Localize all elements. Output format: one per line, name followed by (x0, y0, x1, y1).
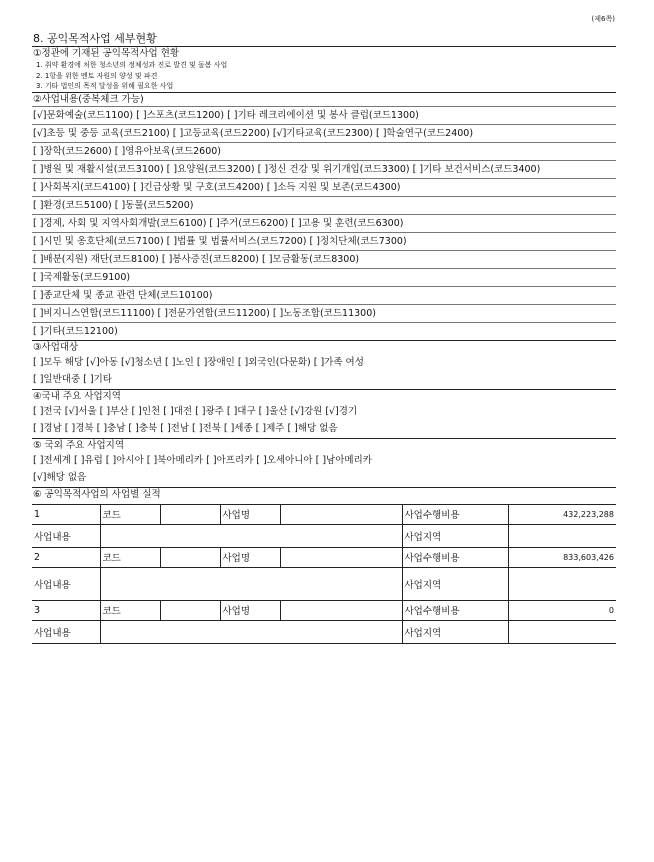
checkbox-row: [ ]시민 및 옹호단체(코드7100) [ ]법률 및 법률서비스(코드7200) [ ]정치단체(코드7300) (32, 232, 616, 250)
section-title: 8. 공익목적사업 세부현황 (33, 32, 157, 45)
content-label: 사업내용 (32, 524, 100, 547)
cost-value: 833,603,426 (508, 547, 616, 567)
cost-value: 432,223,288 (508, 504, 616, 524)
list-item: 2. 1항을 위한 멘토 자원의 양성 및 파견 (36, 71, 158, 80)
name-label: 사업명 (220, 547, 280, 567)
table-row (32, 600, 616, 620)
checkbox-row: [ ]기타(코드12100) (32, 322, 616, 340)
table-row (32, 547, 616, 567)
content-value (100, 524, 402, 547)
section-heading: ⑥ 공익목적사업의 사업별 실적 (33, 488, 161, 500)
content-label: 사업내용 (32, 620, 100, 643)
name-value (280, 547, 402, 567)
table-row (32, 620, 616, 643)
checkbox-row: [ ]장학(코드2600) [ ]영유아보육(코드2600) (32, 142, 616, 160)
section-articles-projects (32, 47, 616, 93)
checkbox-row: [ ]전세계 [ ]유럽 [ ]아시아 [ ]북아메리카 [ ]아프리카 [ ]오세아니아 [ ]남아메리카 (33, 454, 372, 466)
region-value (508, 620, 616, 643)
document-body (32, 46, 616, 644)
code-label: 코드 (100, 504, 160, 524)
entry-number: 2 (32, 547, 100, 567)
name-label: 사업명 (220, 504, 280, 524)
name-value (280, 504, 402, 524)
content-value (100, 620, 402, 643)
list-item: 3. 기타 법인의 목적 달성을 위해 필요한 사업 (36, 82, 174, 90)
checkbox-row: [ ]환경(코드5100) [ ]동물(코드5200) (32, 196, 616, 214)
list-item: 1. 취약 환경에 처한 청소년의 정체성과 진로 발견 및 돌봄 사업 (36, 61, 228, 69)
checkbox-row: [ ]종교단체 및 종교 관련 단체(코드10100) (32, 286, 616, 304)
table-row (32, 524, 616, 547)
checkbox-row: [ ]사회복지(코드4100) [ ]긴급상황 및 구호(코드4200) [ ]소득 지원 및 보존(코드4300) (32, 178, 616, 196)
section-domestic-region (32, 390, 616, 439)
region-value (508, 524, 616, 547)
entry-number: 3 (32, 600, 100, 620)
code-value (160, 504, 220, 524)
cost-label: 사업수행비용 (402, 600, 508, 620)
content-label: 사업내용 (32, 567, 100, 600)
cost-value: 0 (508, 600, 616, 620)
cost-label: 사업수행비용 (402, 504, 508, 524)
section-heading: ②사업내용(중복체크 가능) (33, 93, 144, 105)
section-performance (32, 488, 616, 644)
name-value (280, 600, 402, 620)
checkbox-row: [ ]배분(지원) 재단(코드8100) [ ]봉사증진(코드8200) [ ]모금활동(코드8300) (32, 250, 616, 268)
checkbox-row: [ ]일반대중 [ ]기타 (33, 374, 112, 385)
checkbox-row: [√]해당 없음 (33, 472, 87, 483)
code-value (160, 547, 220, 567)
checkbox-row: [ ]경남 [ ]경북 [ ]충남 [ ]충북 [ ]전남 [ ]전북 [ ]세종 [ ]제주 [ ]해당 없음 (33, 423, 338, 434)
section-target (32, 341, 616, 390)
checkbox-row: [√]초등 및 중등 교육(코드2100) [ ]고등교육(코드2200) [√]기타교육(코드2300) [ ]학술연구(코드2400) (32, 124, 616, 142)
region-label: 사업지역 (402, 620, 508, 643)
region-label: 사업지역 (402, 524, 508, 547)
region-label: 사업지역 (402, 567, 508, 600)
section-heading: ①정관에 기재된 공익목적사업 현황 (33, 48, 180, 59)
region-value (508, 567, 616, 600)
performance-table (32, 504, 616, 644)
section-heading: ④국내 주요 사업지역 (33, 390, 121, 402)
content-value (100, 567, 402, 600)
checkbox-row: [ ]경제, 사회 및 지역사회개발(코드6100) [ ]주거(코드6200) [ ]고용 및 훈련(코드6300) (32, 214, 616, 232)
code-label: 코드 (100, 600, 160, 620)
code-value (160, 600, 220, 620)
section-heading: ③사업대상 (33, 341, 79, 353)
checkbox-row: [ ]비지니스연합(코드11100) [ ]전문가연합(코드11200) [ ]노동조합(코드11300) (32, 304, 616, 322)
checkbox-row: [ ]병원 및 재활시설(코드3100) [ ]요양원(코드3200) [ ]정신 건강 및 위기개입(코드3300) [ ]기타 보건서비스(코드3400) (32, 160, 616, 178)
code-label: 코드 (100, 547, 160, 567)
table-row (32, 504, 616, 524)
table-row (32, 567, 616, 600)
entry-number: 1 (32, 504, 100, 524)
page-number: (제6쪽) (591, 15, 615, 23)
checkbox-row: [ ]모두 해당 [√]아동 [√]청소년 [ ]노인 [ ]장애인 [ ]외국인(다문화) [ ]가족 여성 (33, 356, 364, 368)
section-business-content (32, 93, 616, 341)
name-label: 사업명 (220, 600, 280, 620)
section-heading: ⑤ 국외 주요 사업지역 (33, 439, 124, 451)
section-overseas-region (32, 439, 616, 488)
cost-label: 사업수행비용 (402, 547, 508, 567)
checkbox-row: [ ]국제활동(코드9100) (32, 268, 616, 286)
checkbox-row: [ ]전국 [√]서울 [ ]부산 [ ]인천 [ ]대전 [ ]광주 [ ]대구 [ ]울산 [√]강원 [√]경기 (33, 405, 358, 417)
checkbox-row: [√]문화예술(코드1100) [ ]스포츠(코드1200) [ ]기타 레크리에이션 및 봉사 클럽(코드1300) (32, 106, 616, 124)
